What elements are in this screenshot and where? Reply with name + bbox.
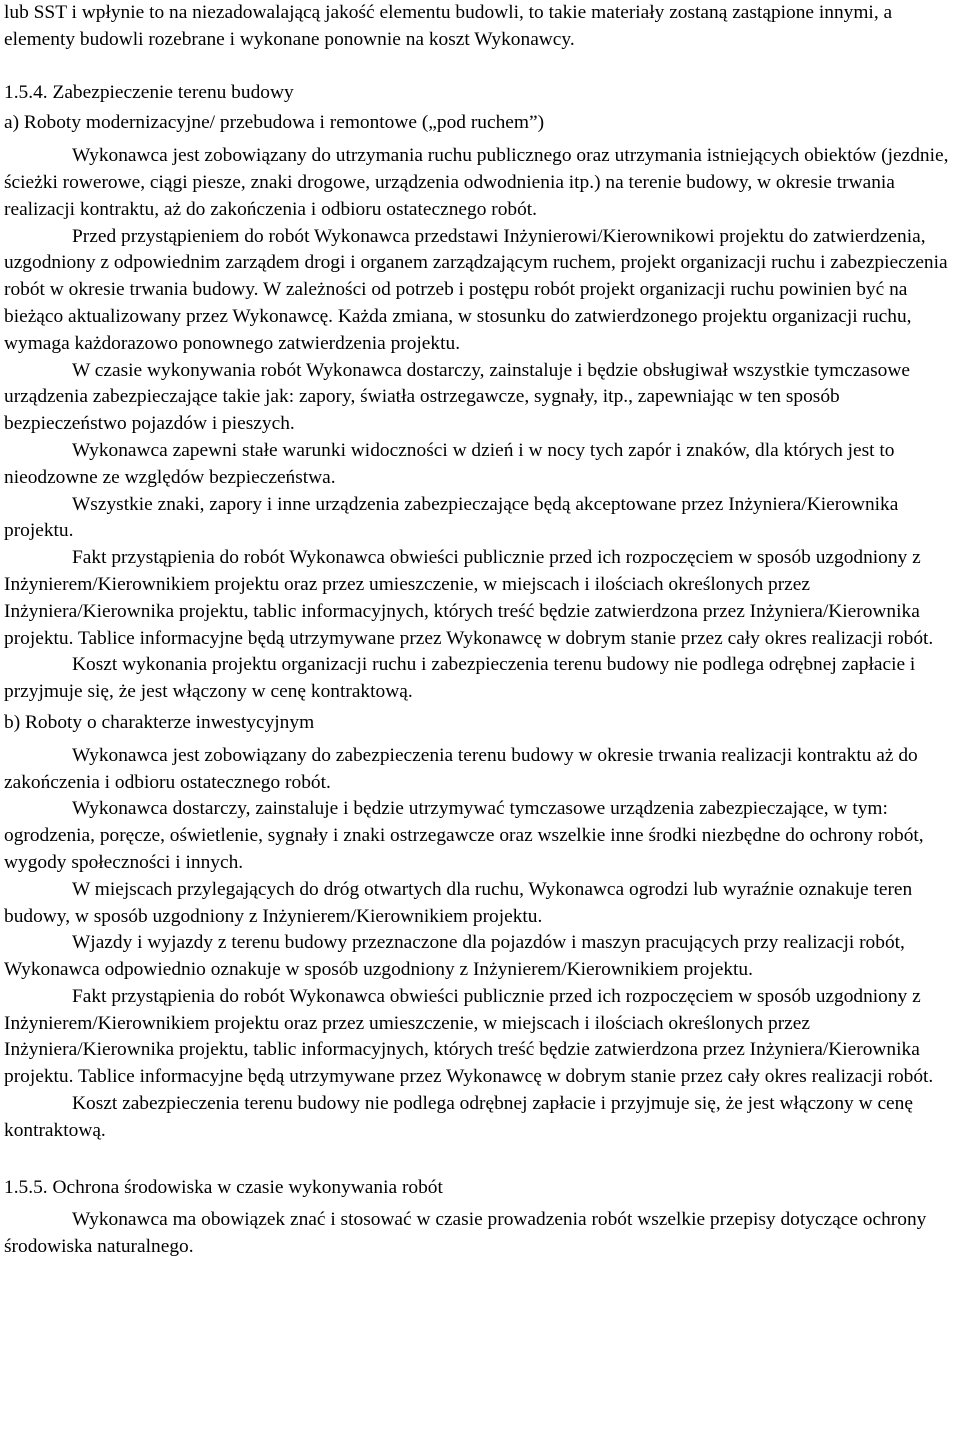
subsection-b-paragraph-6: Koszt zabezpieczenia terenu budowy nie podlega odrębnej zapłacie i przyjmuje się, że jest włączony w cenę kontraktową. — [4, 1093, 913, 1141]
subsection-a-paragraph-3: W czasie wykonywania robót Wykonawca dostarczy, zainstaluje i będzie obsługiwał wszystkie tymczasowe urządzenia zabezpieczające takie jak: zapory, światła ostrzegawcze, sygnały, itp., zapewniając w ten sposób bezpieczeństwo pojazdów i pieszych. — [4, 359, 910, 435]
subsection-b-title: b) Roboty o charakterze inwestycyjnym — [4, 711, 315, 733]
intro-paragraph: lub SST i wpłynie to na niezadowalającą jakość elementu budowli, to takie materiały zostaną zastąpione innymi, a elementy budowli rozebrane i wykonane ponownie na koszt Wykonawcy. — [4, 2, 893, 50]
subsection-a-paragraph-1: Wykonawca jest zobowiązany do utrzymania ruchu publicznego oraz utrzymania istniejących obiektów (jezdnie, ścieżki rowerowe, ciągi piesze, znaki drogowe, urządzenia odwodnienia itp.) na terenie budowy, w okresie trwania realizacji kontraktu, aż do zakończenia i odbioru ostatecznego robót. — [4, 145, 949, 220]
subsection-b-paragraph-5: Fakt przystąpienia do robót Wykonawca obwieści publicznie przed ich rozpoczęciem w sposób uzgodniony z Inżynierem/Kierownikiem projektu oraz przez umieszczenie, w miejscach i ilościach określonych przez Inżyniera/Kierownika projektu, tablic informacyjnych, których treść będzie zatwierdzona przez Inżyniera/Kierownika projektu. Tablice informacyjne będą utrzymywane przez Wykonawcę w dobrym stanie przez cały okres realizacji robót. — [4, 985, 934, 1088]
subsection-a-paragraph-4: Wykonawca zapewni stałe warunki widoczności w dzień i w nocy tych zapór i znaków, dla których jest to nieodzowne ze względów bezpieczeństwa. — [4, 439, 895, 488]
section-1-5-4-heading: 1.5.4. Zabezpieczenie terenu budowy — [4, 81, 294, 103]
subsection-a-paragraph-2: Przed przystąpieniem do robót Wykonawca przedstawi Inżynierowi/Kierownikowi projektu do zatwierdzenia, uzgodniony z odpowiednim zarządem drogi i organem zarządzającym ruchem, projekt organizacji ruchu i zabezpieczenia robót w okresie trwania budowy. W zależności od potrzeb i postępu robót projekt organizacji ruchu powinien być na bieżąco aktualizowany przez Wykonawcę. Każda zmiana, w stosunku do zatwierdzonego projektu organizacji ruchu, wymaga każdorazowo ponownego zatwierdzenia projektu. — [4, 225, 948, 354]
subsection-b-paragraph-3: W miejscach przylegających do dróg otwartych dla ruchu, Wykonawca ogrodzi lub wyraźnie oznakuje teren budowy, w sposób uzgodniony z Inżynierem/Kierownikiem projektu. — [4, 878, 913, 927]
section-1-5-5-heading: 1.5.5. Ochrona środowiska w czasie wykonywania robót — [4, 1176, 443, 1198]
subsection-a-paragraph-5: Wszystkie znaki, zapory i inne urządzenia zabezpieczające będą akceptowane przez Inżyniera/Kierownika projektu. — [4, 493, 899, 542]
subsection-a-paragraph-7: Koszt wykonania projektu organizacji ruchu i zabezpieczenia terenu budowy nie podlega odrębnej zapłacie i przyjmuje się, że jest włączony w cenę kontraktową. — [4, 654, 916, 703]
subsection-a-paragraph-6: Fakt przystąpienia do robót Wykonawca obwieści publicznie przed ich rozpoczęciem w sposób uzgodniony z Inżynierem/Kierownikiem projektu oraz przez umieszczenie, w miejscach i ilościach określonych przez Inżyniera/Kierownika projektu, tablic informacyjnych, których treść będzie zatwierdzona przez Inżyniera/Kierownika projektu. Tablice informacyjne będą utrzymywane przez Wykonawcę w dobrym stanie przez cały okres realizacji robót. — [4, 547, 934, 649]
subsection-b-paragraph-2: Wykonawca dostarczy, zainstaluje i będzie utrzymywać tymczasowe urządzenia zabezpieczające, w tym: ogrodzenia, poręcze, oświetlenie, sygnały i znaki ostrzegawcze oraz wszelkie inne środki niezbędne do ochrony robót, wygody społeczności i innych. — [4, 798, 924, 873]
subsection-a-title: a) Roboty modernizacyjne/ przebudowa i remontowe („pod ruchem”) — [4, 112, 545, 134]
subsection-b-paragraph-1: Wykonawca jest zobowiązany do zabezpieczenia terenu budowy w okresie trwania realizacji kontraktu aż do zakończenia i odbioru ostatecznego robót. — [4, 744, 918, 793]
section-1-5-5-paragraph-1: Wykonawca ma obowiązek znać i stosować w czasie prowadzenia robót wszelkie przepisy dotyczące ochrony środowiska naturalnego. — [4, 1209, 927, 1258]
subsection-b-paragraph-4: Wjazdy i wyjazdy z terenu budowy przeznaczone dla pojazdów i maszyn pracujących przy realizacji robót, Wykonawca odpowiednio oznakuje w sposób uzgodniony z Inżynierem/Kierownikiem projektu. — [4, 932, 905, 981]
